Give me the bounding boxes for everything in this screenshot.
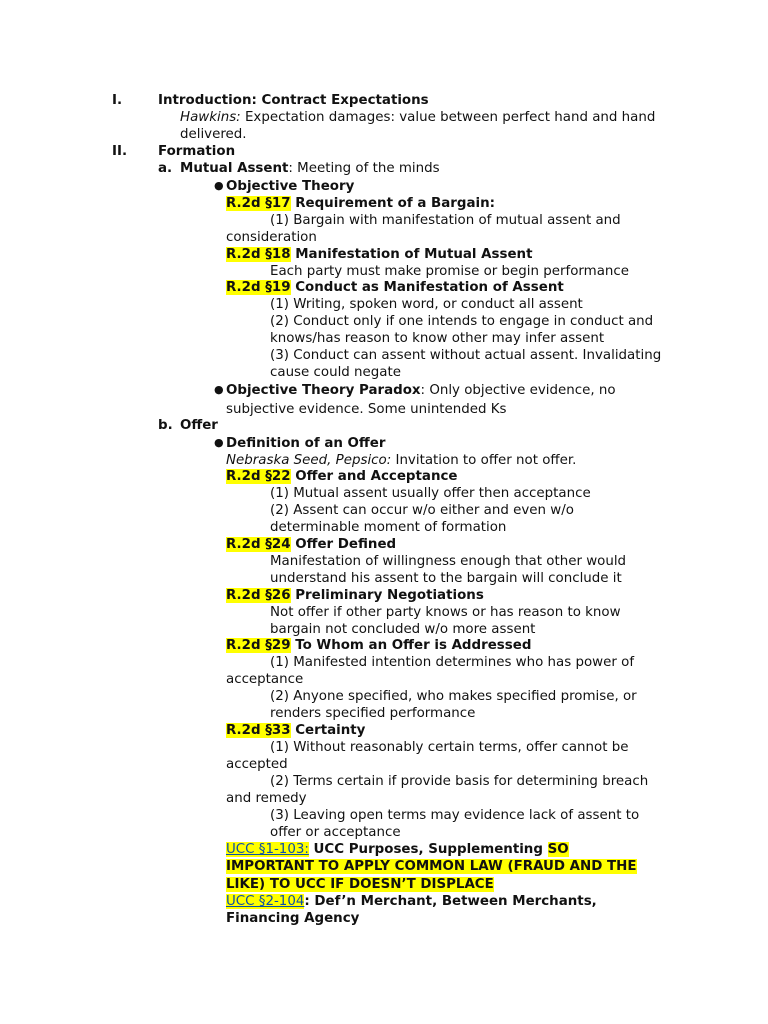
r2d-19-line: (1) Writing, spoken word, or conduct all assent (270, 297, 583, 312)
subsection-a-label: a. (158, 161, 173, 176)
ucc-2-104-link[interactable]: UCC §2-104 (226, 894, 305, 909)
section-title-formation: Formation (158, 144, 236, 159)
r2d-26-line: Not offer if other party knows or has reason to know (270, 605, 621, 620)
r2d-33-line: and remedy (226, 791, 307, 806)
r2d-24-line: Manifestation of willingness enough that other would (270, 554, 627, 569)
r2d-17-line: (1) Bargain with manifestation of mutual assent and (270, 213, 621, 228)
r2d-18-line: Each party must make promise or begin performance (270, 264, 630, 279)
r2d-26-heading: R.2d §26 Preliminary Negotiations (226, 588, 484, 603)
bullet-icon: ● (214, 179, 224, 192)
subsection-b-label: b. (158, 418, 173, 433)
ucc-2-104-heading-cont: Financing Agency (226, 911, 360, 926)
r2d-18-heading: R.2d §18 Manifestation of Mutual Assent (226, 247, 533, 262)
r2d-19-line: knows/has reason to know other may infer assent (270, 331, 605, 346)
r2d-22-line: (2) Assent can occur w/o either and even w/o (270, 503, 574, 518)
definition-offer-cases: Nebraska Seed, Pepsico: Invitation to offer not offer. (226, 453, 577, 468)
hawkins-line-cont: delivered. (180, 127, 247, 142)
r2d-33-line: (3) Leaving open terms may evidence lack of assent to (270, 808, 640, 823)
hawkins-line: Hawkins: Expectation damages: value between perfect hand and hand (180, 110, 656, 125)
r2d-33-line: offer or acceptance (270, 825, 401, 840)
r2d-29-line: (1) Manifested intention determines who has power of (270, 655, 635, 670)
r2d-19-line: (3) Conduct can assent without actual assent. Invalidating (270, 348, 662, 363)
r2d-19-line: (2) Conduct only if one intends to engage in conduct and (270, 314, 654, 329)
r2d-33-line: accepted (226, 757, 288, 772)
section-number-1: I. (112, 93, 123, 108)
ucc-1-103-heading: UCC §1-103: UCC Purposes, Supplementing SO (226, 842, 569, 857)
ucc-1-103-link[interactable]: UCC §1-103: (226, 842, 309, 857)
r2d-29-line: renders specified performance (270, 706, 476, 721)
r2d-29-line: (2) Anyone specified, who makes specified promise, or (270, 689, 637, 704)
r2d-17-heading: R.2d §17 Requirement of a Bargain: (226, 196, 495, 211)
ucc-1-103-note: IMPORTANT TO APPLY COMMON LAW (FRAUD AND THE (226, 859, 637, 874)
r2d-24-heading: R.2d §24 Offer Defined (226, 537, 397, 552)
r2d-24-line: understand his assent to the bargain will conclude it (270, 571, 622, 586)
r2d-29-heading: R.2d §29 To Whom an Offer is Addressed (226, 638, 532, 653)
r2d-22-line: determinable moment of formation (270, 520, 507, 535)
section-number-2: II. (112, 144, 128, 159)
r2d-19-line: cause could negate (270, 365, 401, 380)
r2d-17-line: consideration (226, 230, 317, 245)
r2d-26-line: bargain not concluded w/o more assent (270, 622, 536, 637)
subsection-mutual-assent: Mutual Assent: Meeting of the minds (180, 161, 440, 176)
ucc-2-104-heading: UCC §2-104: Def’n Merchant, Between Merchants, (226, 894, 597, 909)
subsection-offer: Offer (180, 418, 218, 433)
r2d-33-line: (2) Terms certain if provide basis for determining breach (270, 774, 649, 789)
r2d-19-heading: R.2d §19 Conduct as Manifestation of Assent (226, 280, 564, 295)
r2d-29-line: acceptance (226, 672, 304, 687)
definition-offer-heading: Definition of an Offer (226, 436, 386, 451)
bullet-icon: ● (214, 436, 224, 449)
r2d-22-line: (1) Mutual assent usually offer then acceptance (270, 486, 591, 501)
bullet-icon: ● (214, 383, 224, 396)
section-title-introduction: Introduction: Contract Expectations (158, 93, 429, 108)
r2d-22-heading: R.2d §22 Offer and Acceptance (226, 469, 458, 484)
objective-paradox-line-cont: subjective evidence. Some unintended Ks (226, 402, 507, 417)
objective-theory-heading: Objective Theory (226, 179, 355, 194)
ucc-1-103-note: LIKE) TO UCC IF DOESN’T DISPLACE (226, 877, 494, 892)
r2d-33-heading: R.2d §33 Certainty (226, 723, 366, 738)
r2d-33-line: (1) Without reasonably certain terms, offer cannot be (270, 740, 629, 755)
objective-paradox-line: Objective Theory Paradox: Only objective evidence, no (226, 383, 616, 398)
